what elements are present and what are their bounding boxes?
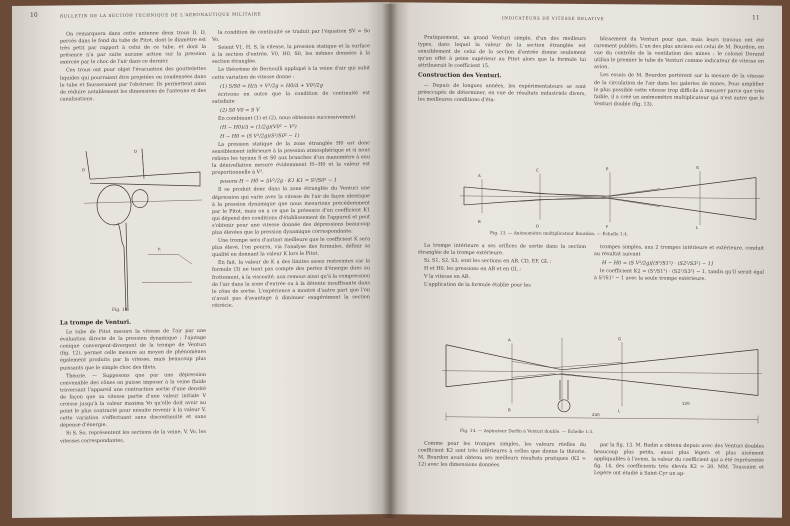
fig13-label: C — [536, 167, 539, 173]
paragraph: le coefficient K2 = (S²/S1²) · (S2²/S3²) − 1, tandis qu'il serait égal à S²/S1² − 1 avec la seule trompe extérieure. — [594, 268, 764, 283]
fig14-dimension: 120 — [682, 400, 690, 406]
right-col1 — [418, 35, 586, 162]
paragraph: En combinant (1) et (2), nous obtenons successivement — [218, 114, 356, 122]
equation: (2) S0 V0 = S V — [220, 107, 260, 114]
fig14-caption: Fig. 14. — Aspirateur Dorfin à Venturi double. — Échelle 1:3. — [460, 428, 594, 436]
right-col6 — [594, 442, 764, 515]
paragraph: Soient V1, H, S, la vitesse, la pression statique et la surface à la section d'entrée, V0, H0, S0, les mêmes données à la section étranglée. — [212, 43, 370, 66]
equation: posons H − H0 = ΔV²/2g · K1 K1 = S²/S0² − 1 — [220, 177, 337, 186]
paragraph: Il se produit donc dans la zone étranglée du Venturi une dépression qui varie avec la vitesse de l'air de façon identique à la pression dynamique que nous mesurions précédemment par le Pitot, mais on a ce que la présence d'un coefficient K1 qui dépend des conditions d'établissement de l'appareil et peut s'obtenir pour une vitesse donnée des dépressions beaucoup plus élevées que la pression dynamique correspondante. — [212, 185, 370, 236]
paragraph: Ces trous ont pour objet l'évacuation des gouttelettes liquides qui pourraient être projetées ou condensées dans le tube et fausseraient par l'obstruer. Ils permettent ainsi de réduire notablement les dimensions de l'antenne et des canalisations. — [60, 66, 206, 103]
fig13-label: G — [696, 164, 700, 170]
right-col5 — [418, 441, 586, 514]
paragraph: — Depuis de longues années, les expérimentateurs se sont préoccupés de déterminer, en vue de résultats industriels divers, les meilleures conditions d'éta- — [418, 82, 586, 103]
paragraph: H et H0, les pressions en AB et en GL ; — [424, 265, 521, 273]
left-col1-top — [60, 30, 206, 144]
open-book — [12, 4, 782, 520]
fig14-dimension: 240 — [592, 412, 600, 418]
paragraph: la condition de continuité se traduit par l'équation SV = So Vo. — [212, 28, 370, 43]
right-page — [390, 2, 782, 517]
paragraph: V la vitesse en AB. — [424, 273, 471, 281]
paragraph: par la fig. 13. M. Badin a obtenu depuis avec des Venturi doubles beaucoup plus petits, aussi plus légers et plus aisément appliquables à l'avion, la valeur du coefficient qui a été représentée fig. 14, des coefficients très élevés K2 = 30. MM. Toussaint et Lepère ont étudié à Saint-Cyr un ap- — [594, 442, 764, 478]
fig13-caption: Fig. 13. — Anémomètre multiplicateur Bourdon. — Échelle 1:4. — [490, 231, 629, 238]
paragraph: Si, S1, S2, S3, sont les sections en AB, CD, EF, GL ; — [424, 257, 552, 265]
paragraph: Si S, So, représentent les sections de la veine, V, Vo, les vitesses correspondantes, — [60, 429, 206, 444]
left-col1-bottom — [60, 316, 206, 516]
pitot-antenna-figure — [82, 142, 202, 313]
right-col3 — [418, 243, 586, 334]
page-number-left: 10 — [30, 11, 38, 19]
book-gutter — [382, 4, 398, 518]
bourdon-anemometer-figure — [460, 165, 760, 232]
double-venturi-figure — [442, 333, 762, 428]
paragraph: En fait, la valeur de K a des limites assez restreintes car la formule (3) ne tient pas compte des pertes d'énergie dues au frottement, à la viscosité, aux remous ainsi qu'à la compression de l'air dans la zone d'entrée ou à la détente insuffisante dans le cône de sortie. L'expérience a montré d'autre part que l'on n'avait pas d'avantage à diminuer exagérément la section rétrécie. — [212, 258, 370, 309]
paragraph: L'application de la formule établie pour les — [424, 282, 531, 289]
svg-text:D: D — [82, 167, 86, 173]
fig13-label: A — [478, 173, 481, 179]
fig13-label: E — [606, 166, 609, 172]
fig14-label: B — [508, 407, 511, 413]
equation: (H − H0)/Δ = (1/2g)(V0² − V²) — [220, 123, 297, 131]
fig13-label: B — [478, 219, 481, 225]
left-col2 — [212, 28, 370, 514]
paragraph: La pression statique de la zone étranglée H0 est donc sensiblement inférieure à la pression atmosphérique et si nous relions les tuyaux S et S0 aux branches d'un manomètre à eau la dénivellation mesure évidemment H−H0 et la valeur est proportionnelle à V². — [212, 140, 370, 177]
paragraph: Les essais de M. Bourdon portèrent sur la mesure de la vitesse de la circulation de l'air dans les galeries de mines. Pour amplifier le plus possible cette vitesse trop difficile à mesurer parce que très faible, il a créé un anémomètre multiplicateur qui n'est autre que le Venturi double (fig. 13). — [594, 72, 764, 108]
paragraph: La trompe intérieure a ses orifices de sortie dans la section étranglée de la trompe extérieure. — [418, 242, 586, 257]
running-header-right: INDICATEURS DE VITESSE RELATIVE — [502, 15, 605, 22]
section-heading-venturi: La trompe de Venturi. — [60, 319, 132, 327]
paragraph: Le tube de Pitot mesure la vitesse de l'air par une évaluation directe de la pression dynamique ; l'ajutage conique convergent-divergent de la trompe de Venturi (fig. 12), permet celle mesure au moyen de phénomènes également produits par la vitesse, mais beaucoup plus puissants que le simple choc des filets. — [60, 328, 206, 372]
right-col4 — [594, 244, 764, 335]
svg-text:h: h — [158, 246, 161, 252]
fig13-label: F — [606, 224, 609, 230]
equation: (1) S/S0 = H/Δ + V²/2g = H0/Δ + V0²/2g — [220, 82, 323, 90]
page-number-right: 11 — [752, 14, 760, 22]
paragraph: blissement du Venturi pour que, mais leurs travaux ont été rarement publiés. L'un des plus anciens est celui de M. Bourdon, en vue du contrôle de la ventilation des mines : le colonel Dorand utilisa le premier le tube de Venturi comme indicateur de vitesse en avion. — [594, 36, 764, 71]
fig14-label: A — [508, 337, 511, 343]
paragraph: Théorie. — Supposons que par une dépression convenable des cônes on puisse imposer à la veine fluide traversant l'appareil une contraction sortie d'une densité de façon que sa vitesse partie d'une valeur initiale V croisse jusqu'à la valeur maxima Vo qu'elle doit avoir au point le plus contracté pour ensuite revenir à la valeur V, cette variation s'effectuant sans discontinuité et sans dépense d'énergie. — [60, 371, 206, 429]
paragraph: Comme pour les trompes simples, les valeurs réelles du coefficient K2 sont très inférieures à celles que donne la théorie. M. Bourdon avait obtenu ses meilleurs résultats pratiques (K2 = 12) avec les dimensions données — [418, 440, 586, 469]
equation: H − H0 = (S V²/2g)[(S²/S1²) · (S2²/S3²) − 1] — [602, 260, 713, 268]
paragraph: On remarquera dans cette antenne deux trous D, D, percés dans le fond du tube de Pitot, dont le diamètre est très petit par rapport à celui de ce tube, et dont la présence n'a par suite aucune action sur la pression exercée par le choc de l'air dans ce dernier. — [60, 29, 206, 66]
paragraph: écrivons en outre que la condition de continuité est satisfaite — [212, 89, 370, 105]
svg-text:D: D — [134, 148, 138, 154]
fig14-label: G — [618, 336, 622, 342]
left-page — [12, 2, 390, 518]
fig13-label: D — [536, 223, 540, 229]
section-heading-construction: Construction des Venturi. — [418, 73, 502, 80]
paragraph: Une trompe sera d'autant meilleure que le coefficient K sera plus élevé, l'on pourra, via l'analyse des formules, définir sa qualité en donnant la valeur K lors le Pitot. — [212, 236, 370, 259]
paragraph: Le théorème de Bernoulli appliqué à la veine d'air qui subit cette variation de vitesse donne : — [212, 65, 370, 81]
paragraph: trompes simples, aux 2 trompes intérieure et extérieure, conduit au résultat suivant — [594, 244, 764, 258]
running-header-left: BULLETIN DE LA SECTION TECHNIQUE DE L'AÉRONAUTIQUE MILITAIRE — [60, 11, 262, 19]
equation: H − H0 = (S V²/2g)(S²/S0² − 1) — [220, 132, 300, 140]
right-col2 — [594, 36, 764, 163]
fig13-label: L — [696, 224, 699, 230]
fig10-caption: Fig. 10. — [112, 307, 129, 313]
fig14-label: L — [618, 408, 621, 414]
paragraph: Pratiquement, un grand Venturi simple, d'un des meilleurs types, dans lequel la valeur de la section étranglée est sensiblement de celui de la section d'entrée donne seulement qu'un effet à peine supérieur au Pitot alors que la formule lui attribuerait le coefficient 15. — [418, 34, 586, 70]
